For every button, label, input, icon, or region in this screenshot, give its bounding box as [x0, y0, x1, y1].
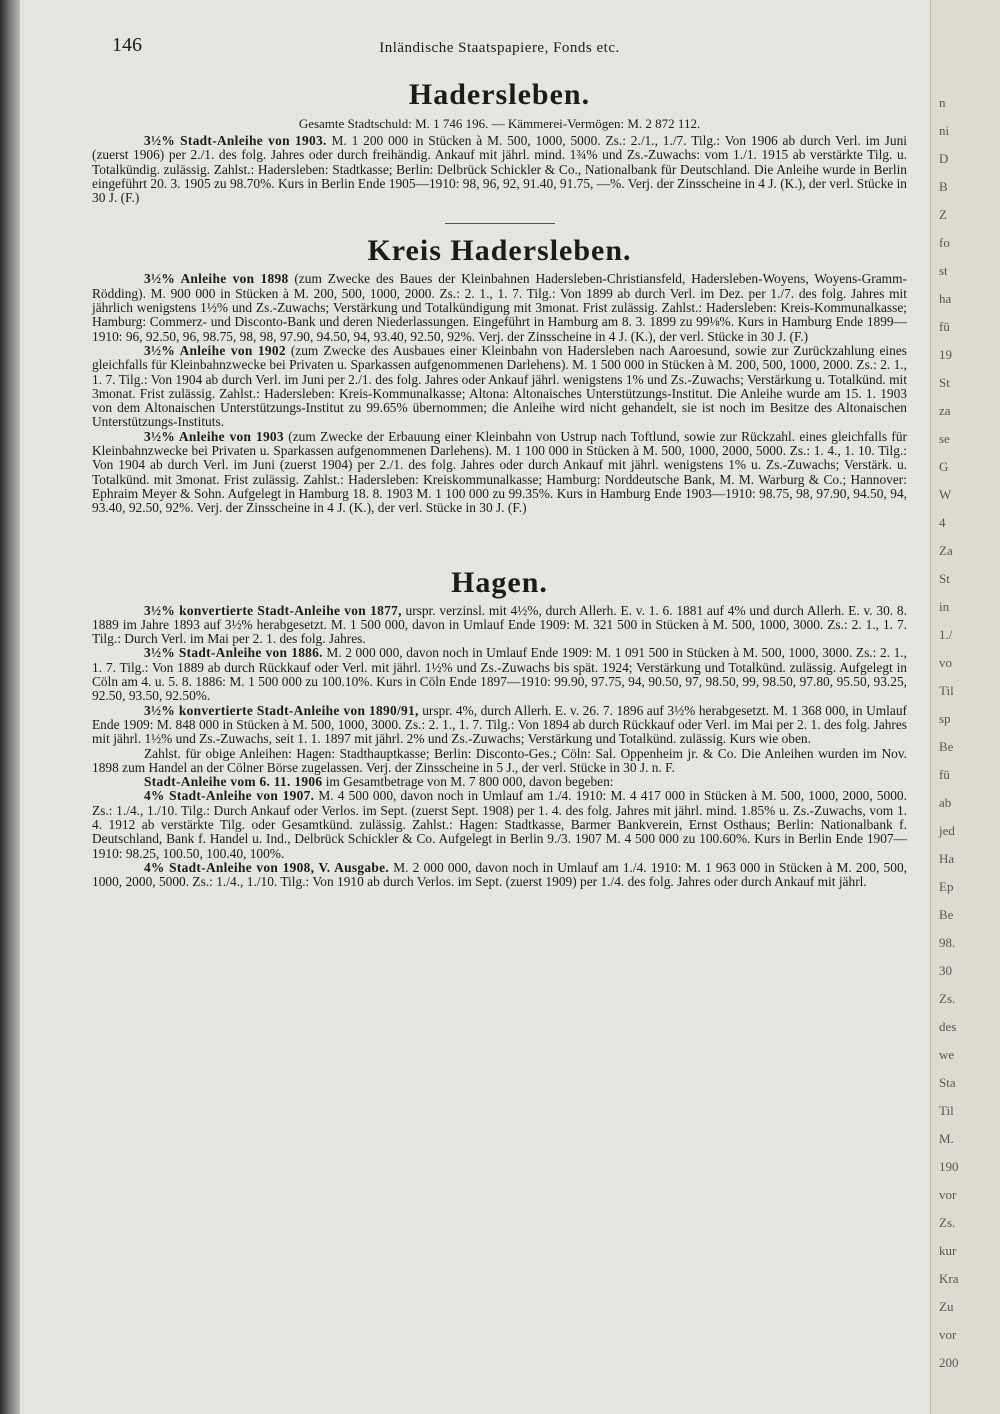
- entry-text: Zahlst. für obige Anleihen: Hagen: Stadthauptkasse; Berlin: Disconto-Ges.; Cöln: Sal. Oppenheim jr. & Co. Die Anleihen wurden im Nov. 1898 zum Handel an der Cölner Börse zugelassen. Verj. der Zinsscheine in 5 J., der verl. Stücke in 30 J. n. F.: [92, 745, 907, 775]
- page-number: 146: [112, 34, 142, 56]
- entry-text: M. 2 000 000, davon noch in Umlauf Ende 1909: M. 1 091 500 in Stücken à M. 500, 1000, 3000. Zs.: 2. 1., 1. 7. Tilg.: Von 1889 ab durch Rückkauf oder Verl. mit jährl. 1½% und Zs.-Zuwachs bis spät. 1924; Verstärkung und Totalkünd. zulässig. Aufgelegt in Cöln am 4. u. 5. 8. 1886: M. 1 500 000 zu 100.10%. Kurs in Cöln Ende 1897—1910: 99.90, 97.75, 94, 90.50, 97, 98.50, 99, 98.50, 97.80, 95.50, 93.25, 92.50, 93.50, 92.50%.: [92, 645, 907, 704]
- facing-page-fragment: n: [939, 95, 946, 110]
- entry-title: 3½% konvertierte Stadt-Anleihe von 1890/91,: [144, 702, 419, 718]
- section-title: Hagen.: [451, 565, 548, 599]
- entry-title: 3½% Anleihe von 1898: [144, 271, 289, 287]
- entry-text: M. 1 200 000 in Stücken à M. 500, 1000, 5000. Zs.: 2./1., 1./7. Tilg.: Von 1906 ab durch Verl. im Juni (zuerst 1906) per 2./1. des folg. Jahres oder durch freihändig. Ankauf mit jährl. mind. 1¾% und Zs.-Zuwachs: vom 1./1. 1915 ab verstärkte Tilg. u. Totalkündig. zulässig. Zahlst.: Hadersleben: Stadtkasse; Berlin: Delbrück Schickler & Co., Nationalbank für Deutschland. Die Anleihe wurde in Berlin eingeführt 20. 3. 1905 zu 98.70%. Kurs in Berlin Ende 1905—1910: 98, 96, 92, 91.40, 91.75, —%. Verj. der Zinsscheine in 4 J. (K.), der verl. Stücke in 30 J. (F.): [92, 133, 907, 206]
- facing-page-fragment: St: [939, 571, 950, 586]
- facing-page-fragment: jed: [939, 823, 955, 838]
- facing-page-fragment: 19: [939, 347, 952, 362]
- facing-page-fragment: Til: [939, 1103, 954, 1118]
- facing-page-fragment: Sta: [939, 1075, 956, 1090]
- paying-agents-note: [92, 747, 907, 776]
- facing-page-fragment: 200: [939, 1355, 959, 1370]
- facing-page-fragment: Be: [939, 907, 954, 922]
- facing-page-fragment: sp: [939, 711, 951, 726]
- facing-page-fragment: st: [939, 263, 948, 278]
- facing-page-fragment: Kra: [939, 1271, 959, 1286]
- bond-entry: [92, 789, 907, 860]
- facing-page-fragment: fo: [939, 235, 950, 250]
- facing-page-fragment: B: [939, 179, 948, 194]
- section-hagen: [92, 566, 907, 890]
- bond-entry: [92, 704, 907, 747]
- entry-title: 4% Stadt-Anleihe von 1908, V. Ausgabe.: [144, 859, 390, 875]
- facing-page-fragment: za: [939, 403, 951, 418]
- facing-page-fragment: Ep: [939, 879, 954, 894]
- facing-page-fragment: vor: [939, 1327, 957, 1342]
- entry-title: Stadt-Anleihe vom 6. 11. 1906: [144, 774, 323, 790]
- facing-page-fragment: Be: [939, 739, 954, 754]
- running-header: [92, 28, 907, 68]
- facing-page-fragment: kur: [939, 1243, 957, 1258]
- section-kreis-hadersleben: [92, 234, 907, 515]
- book-binding: [0, 0, 20, 1414]
- facing-page-fragment: 190: [939, 1159, 959, 1174]
- facing-page-fragment: fü: [939, 319, 950, 334]
- facing-page-fragment: des: [939, 1019, 957, 1034]
- entry-text: urspr. verzinsl. mit 4½%, durch Allerh. E. v. 1. 6. 1881 auf 4% und durch Allerh. E. v. 30. 8. 1889 im Jahre 1893 auf 3½% herabgesetzt. M. 1 500 000, davon in Umlauf Ende 1909: M. 321 500 in Stücken à M. 500, 1000, 3000. Zs.: 2. 1., 1. 7. Tilg.: Durch Verl. im Mai per 2. 1. des folg. Jahres.: [92, 602, 907, 647]
- facing-page-fragment: Zs.: [939, 991, 956, 1006]
- facing-page-fragment: vor: [939, 1187, 957, 1202]
- entry-text: (zum Zwecke des Baues der Kleinbahnen Hadersleben-Christiansfeld, Hadersleben-Woyens, Woyens-Gramm-Rödding). M. 900 000 in Stücken à M. 200, 500, 1000, 2000. Zs.: 2. 1., 1. 7. Tilg.: Von 1899 ab durch Verl. im Dez. per 1./7. des folg. Jahres mit jährlich wenigstens 1½% und Zs.-Zuwachs; Verstärkung und Totalkündigung mit 3monat. Frist zulässig. Zahlst.: Hadersleben: Kreis-Kommunalkasse; Hamburg: Commerz- und Disconto-Bank und deren Niederlassungen. Eingeführt in Hamburg am 8. 3. 1899 zu 99⅛%. Kurs in Hamburg Ende 1899—1910: 96, 92.50, 96, 98.75, 98, 98, 97.90, 94.50, 94, 93.40, 92.50, 92%. Verj. der Zinsscheine in 4 J. (K.), der verl. Stücke in 30 J. (F.): [92, 271, 907, 344]
- bond-entry: [92, 604, 907, 647]
- bond-entry: [92, 430, 907, 516]
- facing-page-edge: [930, 0, 1000, 1414]
- entry-text: im Gesamtbetrage von M. 7 800 000, davon begeben:: [325, 774, 614, 790]
- facing-page-fragment: se: [939, 431, 950, 446]
- facing-page-fragment: Zs.: [939, 1215, 956, 1230]
- header-title: Inländische Staatspapiere, Fonds etc.: [379, 40, 620, 56]
- section-title: Kreis Hadersleben.: [367, 234, 632, 268]
- section-hadersleben: [92, 78, 907, 205]
- facing-page-fragment: D: [939, 151, 949, 166]
- facing-page-fragment: 1./: [939, 627, 953, 642]
- facing-page-fragment: ha: [939, 291, 952, 306]
- bond-entry: [92, 646, 907, 703]
- entry-text: M. 2 000 000, davon noch in Umlauf am 1./4. 1910: M. 1 963 000 in Stücken à M. 200, 500, 1000, 2000, 5000. Zs.: 1./4., 1./10. Tilg.: Von 1910 ab durch Verlos. im Sept. (zuerst 1909) per 1./4. des folg. Jahres oder durch Ankauf mit jährl.: [92, 859, 907, 890]
- entry-title: 3½% Stadt-Anleihe von 1903.: [144, 133, 327, 148]
- facing-page-fragment: 4: [939, 515, 946, 530]
- facing-page-fragment: ab: [939, 795, 952, 810]
- facing-page-fragment: Til: [939, 683, 954, 698]
- facing-page-fragment: Zu: [939, 1299, 954, 1314]
- facing-page-fragment: Z: [939, 207, 947, 222]
- facing-page-fragment: in: [939, 599, 950, 614]
- bond-entry: [92, 272, 907, 343]
- facing-page-fragment: Za: [939, 543, 953, 558]
- section-divider: [445, 223, 555, 224]
- entry-text: urspr. 4%, durch Allerh. E. v. 26. 7. 1896 auf 3½% herabgesetzt. M. 1 368 000, in Umlauf Ende 1909: M. 848 000 in Stücken à M. 500, 1000, 3000. Zs.: 2. 1., 1. 7. Tilg.: Von 1894 ab durch Rückkauf oder Verl. im Mai per 2. 1. des folg. Jahres mit jährl. 1½% und Zs.-Zuwachs, seit 1. 1. 1897 mit jährl. 2% und Zs.-Zuwachs; Verstärkung und Totalkünd. zulässig. Kurs wie oben.: [92, 702, 907, 747]
- facing-page-fragment: St: [939, 375, 950, 390]
- facing-page-fragment: we: [939, 1047, 955, 1062]
- city-debt-summary: Gesamte Stadtschuld: M. 1 746 196. — Kämmerei-Vermögen: M. 2 872 112.: [298, 116, 701, 131]
- facing-page-fragment: ni: [939, 123, 950, 138]
- bond-entry: [92, 344, 907, 430]
- entry-title: 3½% Anleihe von 1903: [144, 428, 284, 444]
- facing-page-fragment: fü: [939, 767, 950, 782]
- bond-entry: [92, 861, 907, 890]
- facing-page-fragment: W: [939, 487, 952, 502]
- facing-page-fragment: Ha: [939, 851, 955, 866]
- bond-entry: [92, 775, 907, 789]
- entry-title: 3½% Anleihe von 1902: [144, 342, 286, 358]
- facing-page-fragment: vo: [939, 655, 952, 670]
- bond-entry: [92, 134, 907, 205]
- entry-title: 3½% konvertierte Stadt-Anleihe von 1877,: [144, 602, 402, 618]
- document-page: [92, 28, 907, 1398]
- facing-page-fragment: 30: [939, 963, 952, 978]
- facing-page-fragment: G: [939, 459, 949, 474]
- facing-page-fragment: M.: [939, 1131, 954, 1146]
- entry-title: 4% Stadt-Anleihe von 1907.: [144, 788, 315, 804]
- entry-text: (zum Zwecke des Ausbaues einer Kleinbahn von Hadersleben nach Aaroesund, sowie zur Zurückzahlung eines gleichfalls für Kleinbahnzwecke bei Privaten u. Sparkassen aufgenommenen Darlehens). M. 1 500 000 in Stücken à M. 200, 500, 1000, 2000. Zs.: 2. 1., 1. 7. Tilg.: Von 1904 ab durch Verl. im Juni per 2./1. des folg. Jahres oder Ankauf jährl. wenigstens 1% und Zs.-Zuwachs; Verstärkung u. Totalkünd. mit 3monat. Frist zulässig. Zahlst.: Hadersleben: Kreis-Kommunalkasse; Altona: Altonaisches Unterstützungs-Institut. Die Anleihe wurde am 15. 1. 1903 von dem Altonaischen Unterstützungs-Institut zu 99.65% übernommen; die Anleihe wird nicht gehandelt, sie ist noch im Besitze des Altonaischen Unterstützungs-Instituts.: [92, 342, 907, 430]
- entry-text: M. 4 500 000, davon noch in Umlauf am 1./4. 1910: M. 4 417 000 in Stücken à M. 500, 1000, 2000, 5000. Zs.: 1./4., 1./10. Tilg.: Durch Ankauf oder Verlos. im Sept. (zuerst Sept. 1908) per 1. 4. des folg. Jahres mit jährl. mind. 1.85% u. Zs.-Zuwachs, vom 1. 4. 1912 ab verstärkte Tilg. oder Gesamtkünd. zulässig. Zahlst.: Hagen: Stadtkasse, Barmer Bankverein, Ernst Osthaus; Berlin: Nationalbank f. Deutschland, Bank f. Handel u. Ind., Delbrück Schickler & Co. Aufgelegt in Berlin 9./3. 1907 M. 4 500 000 zu 100.60%. Kurs in Berlin Ende 1907—1910: 98.25, 100.50, 100.40, 100%.: [92, 788, 907, 861]
- section-title: Hadersleben.: [408, 78, 591, 111]
- facing-page-fragment: 98.: [939, 935, 956, 950]
- entry-title: 3½% Stadt-Anleihe von 1886.: [144, 645, 323, 661]
- entry-text: (zum Zwecke der Erbauung einer Kleinbahn von Ustrup nach Toftlund, sowie zur Rückzahl. eines gleichfalls für Kleinbahnzwecke bei Privaten u. Sparkassen aufgenommenen Darlehens). M. 1 100 000 in Stücken à M. 500, 1000, 2000, 5000. Zs.: 1. 4., 1. 10. Tilg.: Von 1904 ab durch Verl. im Juni (zuerst 1904) per 2./1. des folg. Jahres oder durch Ankauf mit jährl. wenigstens 1% u. Zs.-Zuwachs; Verstärk. u. Totalkünd. mit 3monat. Frist zulässig. Zahlst.: Hadersleben: Kreiskommunalkasse; Hamburg: Norddeutsche Bank, M. M. Warburg & Co.; Hannover: Ephraim Meyer & Sohn. Aufgelegt in Hamburg 18. 8. 1903 M. 1 100 000 zu 99.35%. Kurs in Hamburg Ende 1903—1910: 98.75, 98, 97.90, 94.50, 94, 93.40, 92.50, 92%. Verj. der Zinsscheine in 4 J. (K.), der verl. Stücke in 30 J. (F.): [92, 428, 907, 516]
